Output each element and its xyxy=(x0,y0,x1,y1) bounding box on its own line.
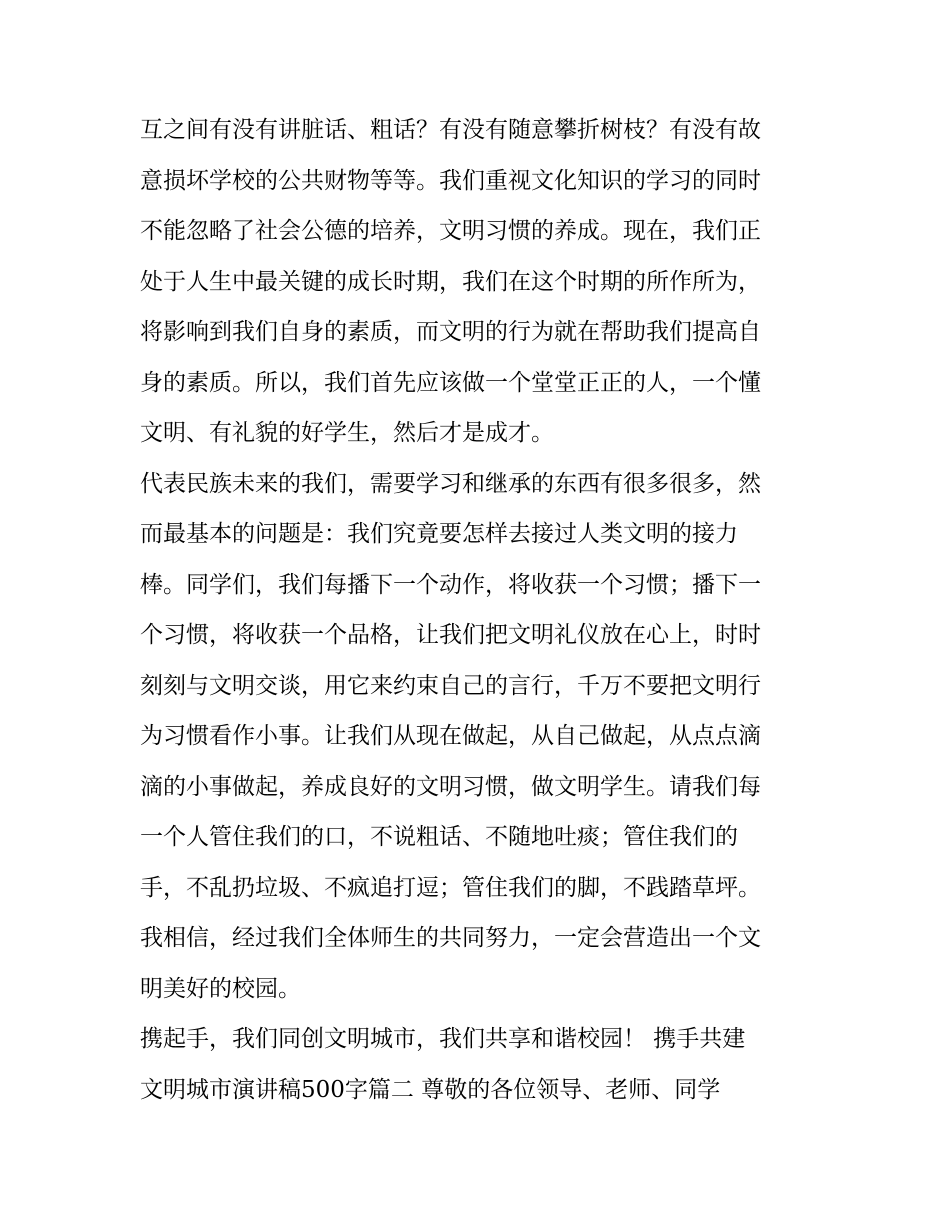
text-line: 滴的小事做起，养成良好的文明习惯，做文明学生。请我们每 xyxy=(140,773,761,800)
text-line: 不能忽略了社会公德的培养，文明习惯的养成。现在，我们正 xyxy=(140,218,761,244)
text-line: 为习惯看作小事。让我们从现在做起，从自己做起，从点点滴 xyxy=(140,723,761,749)
text-line: 将影响到我们自身的素质，而文明的行为就在帮助我们提高自 xyxy=(140,319,761,345)
text-line: 代表民族未来的我们，需要学习和继承的东西有很多很多，然 xyxy=(140,470,761,497)
text-line: 棒。同学们，我们每播下一个动作，将收获一个习惯；播下一 xyxy=(140,571,761,598)
text-line: 手，不乱扔垃圾、不疯追打逗；管住我们的脚，不践踏草坪。 xyxy=(140,874,761,901)
text-line: 文明城市演讲稿500字篇二 尊敬的各位领导、老师、同学 xyxy=(140,1076,721,1103)
text-line: 互之间有没有讲脏话、粗话？有没有随意攀折树枝？有没有故 xyxy=(140,117,761,143)
text-line: 刻刻与文明交谈，用它来约束自己的言行，千万不要把文明行 xyxy=(140,672,761,699)
text-line: 个习惯，将收获一个品格，让我们把文明礼仪放在心上，时时 xyxy=(140,622,761,648)
text-line: 携起手，我们同创文明城市，我们共享和谐校园！ 携手共建 xyxy=(140,1026,746,1052)
text-line: 文明、有礼貌的好学生，然后才是成才。 xyxy=(140,420,554,446)
text-line: 处于人生中最关键的成长时期，我们在这个时期的所作所为， xyxy=(140,268,761,295)
text-line: 明美好的校园。 xyxy=(140,975,301,1002)
text-line: 而最基本的问题是：我们究竟要怎样去接过人类文明的接力 xyxy=(140,521,738,547)
text-line: 身的素质。所以，我们首先应该做一个堂堂正正的人，一个懂 xyxy=(140,369,761,396)
text-line: 意损坏学校的公共财物等等。我们重视文化知识的学习的同时 xyxy=(140,167,761,194)
text-line: 我相信，经过我们全体师生的共同努力，一定会营造出一个文 xyxy=(140,925,761,951)
text-line: 一个人管住我们的口，不说粗话、不随地吐痰；管住我们的 xyxy=(140,824,738,850)
document-body xyxy=(140,105,820,1115)
